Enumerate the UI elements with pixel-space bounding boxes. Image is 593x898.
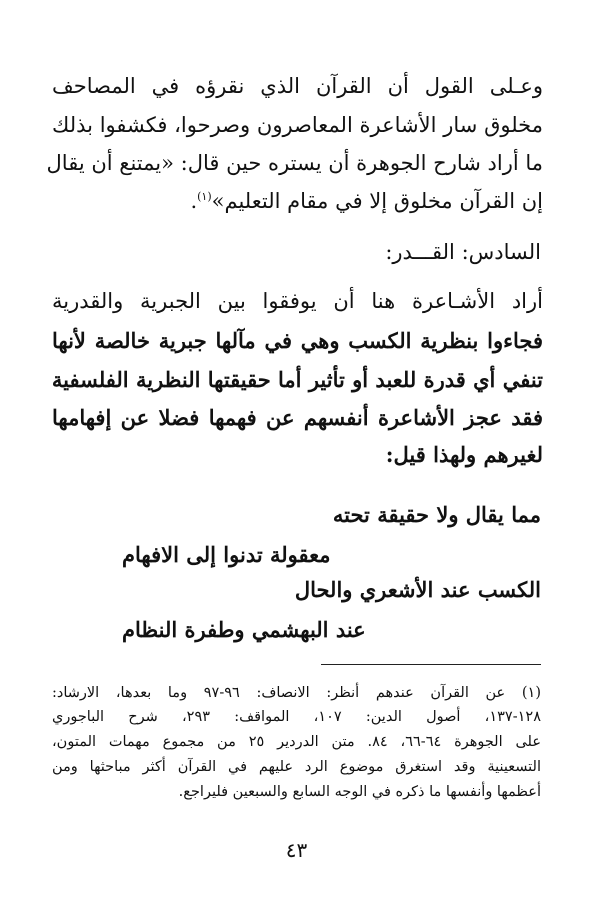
- section-heading: [385, 240, 541, 264]
- paragraph-line-text: إن القرآن مخلوق إلا في مقام التعليم»: [211, 189, 543, 213]
- footnote-line: التسعينية وقد استغرق موضوع الرد عليهم في القرآن أكثر مباحثها ومن: [52, 759, 541, 775]
- poem-verse-2: معقولة تدنوا إلى الافهام: [122, 542, 331, 567]
- page-number: ٤٣: [285, 838, 308, 862]
- paragraph-line: أراد الأشـاعرة هنا أن يوفقوا بين الجبرية والقدرية: [52, 289, 543, 313]
- paragraph-line: فجاءوا بنظرية الكسب وهي في مآلها جبرية خالصة لأنها: [52, 328, 543, 353]
- section-label: السادس:: [461, 240, 541, 264]
- footnote-line: (١) عن القرآن عندهم أنظر: الانصاف: ٩٦-٩٧ وما بعدها، الارشاد:: [52, 685, 541, 701]
- paragraph-line: تنفي أي قدرة للعبد أو تأثير أما حقيقتها النظرية الفلسفية: [51, 367, 543, 392]
- paragraph-line: ما أراد شارح الجوهرة أن يستره حين قال: «يمتنع أن يقال: [46, 151, 543, 175]
- footnote-line: على الجوهرة ٦٤-٦٦، ٨٤. متن الدردير ٢٥ من مجموع مهمات المتون،: [52, 734, 541, 750]
- footnote-separator: [321, 664, 541, 665]
- paragraph-line-last: إن القرآن مخلوق إلا في مقام التعليم»$^{(١)}$.: [190, 189, 543, 213]
- paragraph-line: وعـلى القول أن القرآن الذي نقرؤه في المصاحف: [52, 74, 543, 98]
- footnote-line: أعظمها وأنفسها ما ذكره في الوجه السابع والسبعين فليراجع.: [178, 784, 541, 800]
- poem-verse-3: الكسب عند الأشعري والحال: [294, 577, 541, 602]
- poem-verse-1: مما يقال ولا حقيقة تحته: [332, 502, 541, 527]
- paragraph-line: فقد عجز الأشاعرة أنفسهم عن فهمها فضلا عن إفهامها: [52, 405, 543, 430]
- paragraph-line: لغيرهم ولهذا قيل:: [385, 442, 543, 467]
- footnote-reference: (١): [197, 190, 212, 203]
- footnote-line: ١٢٨-١٣٧، أصول الدين: ١٠٧، المواقف: ٢٩٣، شرح الباجوري: [52, 709, 541, 725]
- poem-verse-4: عند البهشمي وطفرة النظام: [122, 617, 366, 642]
- section-title: القـــدر:: [385, 240, 455, 264]
- paragraph-line: مخلوق سار الأشاعرة المعاصرون وصرحوا، فكشفوا بذلك: [52, 113, 543, 137]
